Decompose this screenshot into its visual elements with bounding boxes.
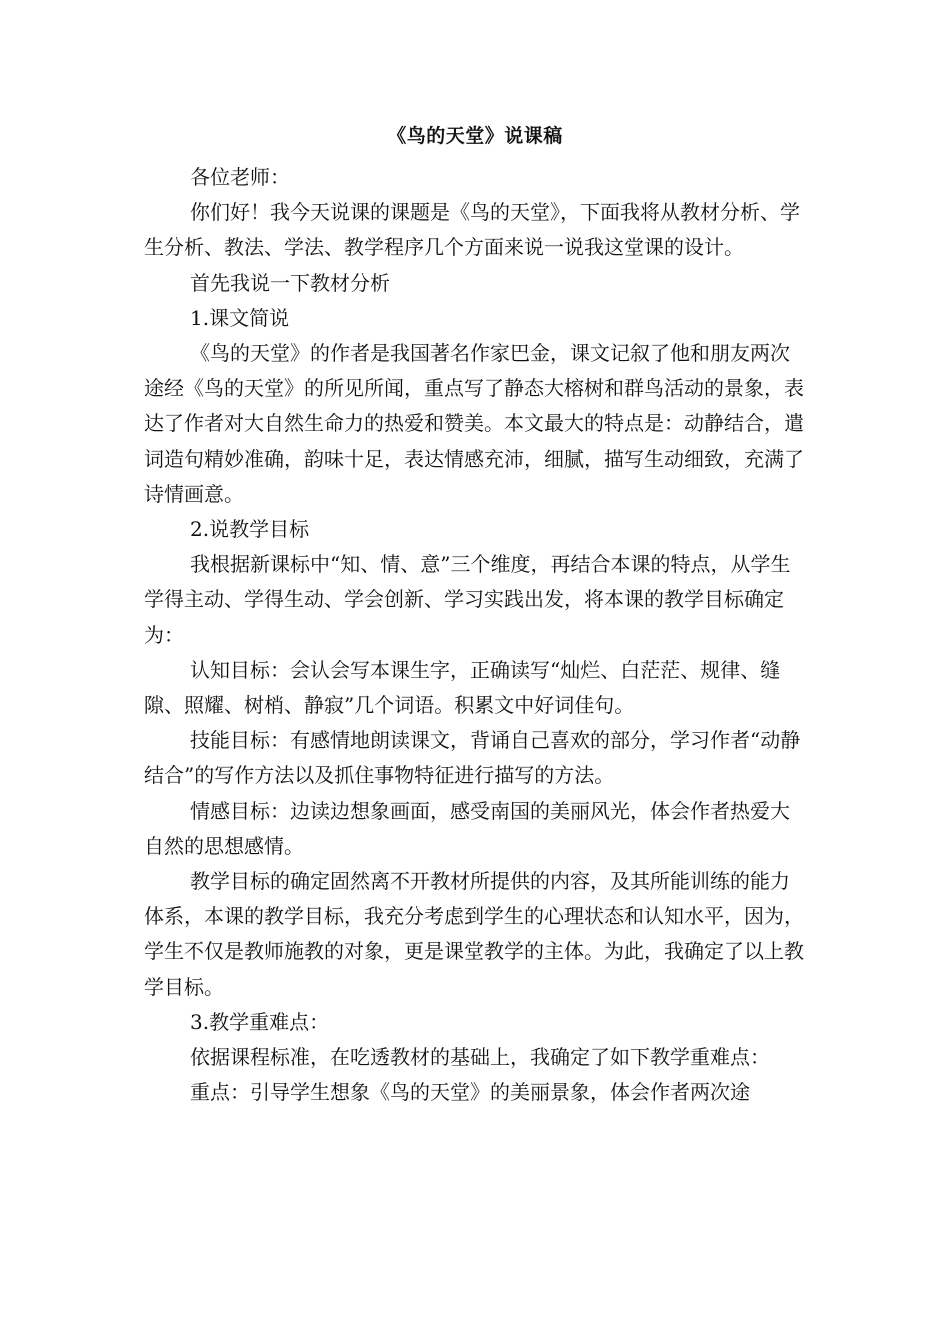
paragraph-teaching-goals: 我根据新课标中“知、情、意”三个维度，再结合本课的特点，从学生学得主动、学得生动、学会创新、学习实践出发，将本课的教学目标确定为： — [144, 552, 791, 647]
paragraph-skill-goal: 技能目标：有感情地朗读课文，背诵自己喜欢的部分，学习作者“动静结合”的写作方法以及抓住事物特征进行描写的方法。 — [144, 728, 801, 788]
paragraph-lesson-overview: 《鸟的天堂》的作者是我国著名作家巴金，课文记叙了他和朋友两次途经《鸟的天堂》的所见所闻，重点写了静态大榕树和群鸟活动的景象，表达了作者对大自然生命力的热爱和赞美。本文最大的特点是：动静结合，遣词造句精妙准确，韵味十足，表达情感充沛，细腻，描写生动细致，充满了诗情画意。 — [144, 341, 804, 506]
heading-teaching-goals: 2.说教学目标 — [190, 517, 310, 542]
paragraph-key-focus: 重点：引导学生想象《鸟的天堂》的美丽景象，体会作者两次途 — [190, 1080, 750, 1105]
heading-key-points: 3.教学重难点： — [190, 1009, 330, 1034]
document-title: 《鸟的天堂》说课稿 — [387, 125, 563, 147]
paragraph-intro: 你们好！我今天说课的课题是《鸟的天堂》，下面我将从教材分析、学生分析、教法、学法、教学程序几个方面来说一说我这堂课的设计。 — [144, 200, 800, 260]
paragraph-cognitive-goal: 认知目标：会认会写本课生字，正确读写“灿烂、白茫茫、规律、缝隙、照耀、树梢、静寂”几个词语。积累文中好词佳句。 — [144, 657, 781, 718]
paragraph-section-heading: 首先我说一下教材分析 — [190, 270, 390, 295]
document-body — [144, 160, 809, 1110]
paragraph-emotion-goal: 情感目标：边读边想象画面，感受南国的美丽风光，体会作者热爱大自然的思想感情。 — [144, 798, 790, 858]
paragraph-greeting: 各位老师： — [190, 165, 290, 189]
paragraph-goal-rationale: 教学目标的确定固然离不开教材所提供的内容，及其所能训练的能力体系，本课的教学目标，我充分考虑到学生的心理状态和认知水平，因为，学生不仅是教师施教的对象，更是课堂教学的主体。为此，我确定了以上教学目标。 — [144, 869, 804, 999]
heading-lesson-overview: 1.课文简说 — [190, 305, 290, 330]
paragraph-key-points: 依据课程标准，在吃透教材的基础上，我确定了如下教学重难点： — [190, 1045, 770, 1070]
